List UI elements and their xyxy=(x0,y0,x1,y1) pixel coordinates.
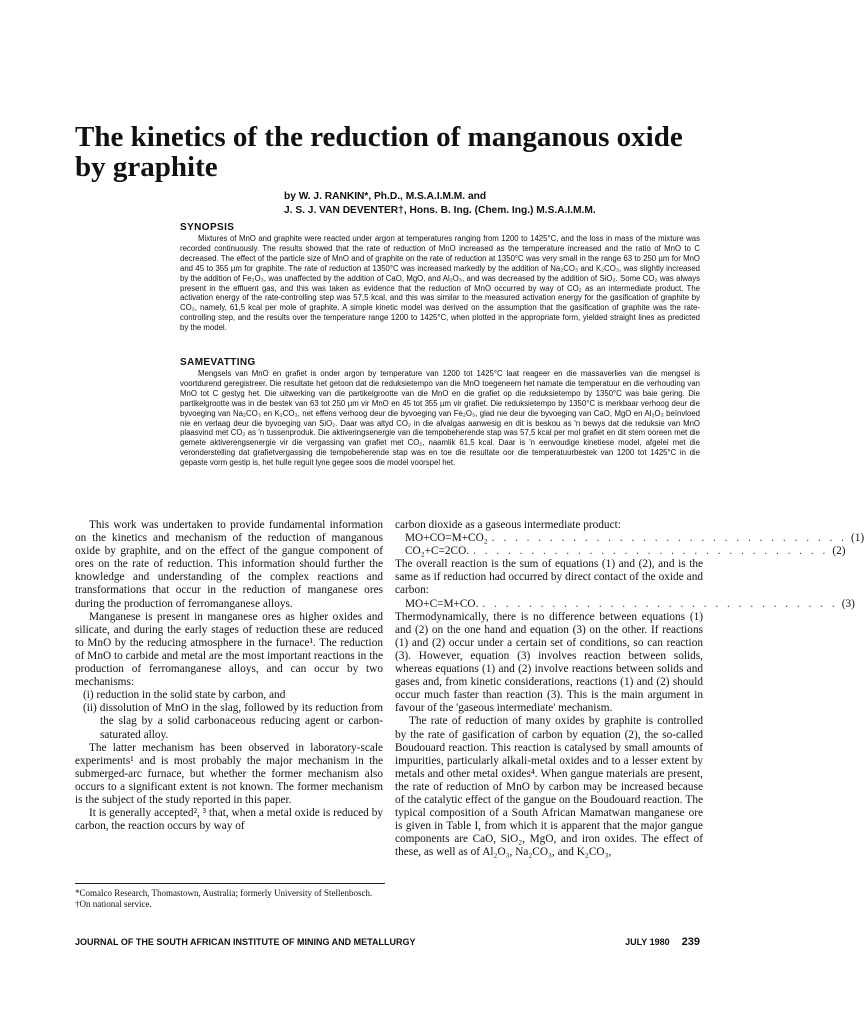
body-paragraph: Manganese is present in manganese ores as higher oxides and silicate, and during the early stages of reduction these are reduced to MnO by the reducing atmosphere in the furnace¹. The reduction of MnO to carbide and metal are the most important reactions in the production of ferromanganese alloys, and can occur by two mechanisms: xyxy=(75,610,383,689)
synopsis-section xyxy=(180,222,700,333)
journal-name: JOURNAL OF THE SOUTH AFRICAN INSTITUTE OF MINING AND METALLURGY xyxy=(75,937,416,947)
body-paragraph: The rate of reduction of many oxides by graphite is controlled by the rate of gasification of carbon by equation (2), the so-called Boudouard reaction. This reaction is catalysed by small amounts of impurities, particularly alkali-metal oxides and to a lesser extent by metals and other metal oxides⁴. When gangue materials are present, the rate of reduction of MnO by carbon may be increased because of the catalytic effect of the gangue on the Boudouard reaction. The typical composition of a South African Mamatwan manganese ore is given in Table I, from which it is apparent that the major gangue components are CaO, SiO₂, MgO, and iron oxides. The effect of these, as well as of Al₂O₃, Na₂CO₃, and K₂CO₃, xyxy=(395,715,703,859)
equation-expression: MO+C=M+CO. xyxy=(405,597,479,610)
footnote-affiliation: *Comalco Research, Thomastown, Australia; formerly University of Stellenbosch. xyxy=(75,888,373,898)
body-paragraph: The overall reaction is the sum of equations (1) and (2), and is the same as if reduction had occurred by direct contact of the oxide and carbon: xyxy=(395,558,703,597)
equation-number: (2) xyxy=(832,545,846,558)
footnotes xyxy=(75,883,385,909)
paper-title: The kinetics of the reduction of manganous oxide by graphite xyxy=(75,121,683,183)
body-paragraph: The latter mechanism has been observed in laboratory-scale experiments¹ and is most probably the major mechanism in the submerged-arc furnace, but whether the former mechanism also occurs to a significant extent is not known. The former mechanism is the subject of the study reported in this paper. xyxy=(75,741,383,806)
equation-3 xyxy=(395,597,855,611)
body-paragraph: It is generally accepted², ³ that, when a metal oxide is reduced by carbon, the reaction occurs by way of xyxy=(75,807,383,833)
equation-1 xyxy=(395,532,864,545)
synopsis-heading: SYNOPSIS xyxy=(180,222,235,233)
leader-dots: . . . . . . . . . . . . . . . . . . . . . . . . . . . . . . . xyxy=(473,545,829,558)
mechanism-item-2: (ii) dissolution of MnO in the slag, followed by its reduction from the slag by a solid carbonaceous reducing agent or carbon-saturated alloy. xyxy=(83,702,383,741)
body-column-left xyxy=(75,519,383,833)
leader-dots: . . . . . . . . . . . . . . . . . . . . . . . . . . . . . . . xyxy=(491,532,847,545)
equation-number: (3) xyxy=(841,597,855,610)
equation-expression: MO+CO=M+CO₂ xyxy=(405,532,488,545)
author-block xyxy=(284,190,724,218)
body-column-right xyxy=(395,519,864,859)
body-paragraph: Thermodynamically, there is no difference between equations (1) and (2) on the one hand and equation (3) on the other. If reactions (1) and (2) occur under a certain set of conditions, so can reaction (3). However, equation (3) involves reaction between solids, whereas equations (1) and (2) involve reactions between solids and gases and, from kinetic considerations, reactions (1) and (2) should occur much faster than reaction (3). This is the main argument in favour of the 'gaseous intermediate' mechanism. xyxy=(395,610,703,715)
author-line-2: J. S. J. VAN DEVENTER†, Hons. B. Ing. (Chem. Ing.) M.S.A.I.M.M. xyxy=(284,205,596,216)
body-paragraph: This work was undertaken to provide fundamental information on the kinetics and mechanism of the reduction of manganous oxide by graphite, and on the effect of the gangue component of ores on the rate of reduction. This information should further the knowledge and understanding of the complex reactions and transformations that occur in the reduction of manganese ores during the production of ferromanganese alloys. xyxy=(75,519,383,610)
author-line-1: by W. J. RANKIN*, Ph.D., M.S.A.I.M.M. and xyxy=(284,191,487,202)
mechanism-item-1: (i) reduction in the solid state by carbon, and xyxy=(83,689,286,702)
issue-date: JULY 1980 xyxy=(625,937,670,947)
page-number: 239 xyxy=(681,936,700,948)
samevatting-heading: SAMEVATTING xyxy=(180,357,256,368)
equation-number: (1) xyxy=(850,532,864,545)
footnote-service: †On national service. xyxy=(75,898,152,909)
equation-expression: CO₂+C=2CO. xyxy=(405,545,470,558)
body-paragraph: carbon dioxide as a gaseous intermediate product: xyxy=(395,519,621,531)
samevatting-text: Mengsels van MnO en grafiet is onder argon by temperature van 1200 tot 1425°C laat reageer en die massaverlies van die mengsel is voortdurend geregistreer. Die resultate het getoon dat die reduksietempo van die MnO toegeneem het namate die temperatuur en die verhouding van MnO tot C gestyg het. Die uitwerking van die partikelgrootte van die MnO en die grafiet op die reduksietempo by 1350°C was baie gering. Die partikelgrootte was in die bestek van 63 tot 250 µm vir MnO en 45 tot 355 µm vir grafiet. Die reduksietempo by 1350°C is merkbaar verhoog deur die byvoeging van Na₂CO₃ en K₂CO₃, net effens verhoog deur die byvoeging van Fe₂O₃, glad nie deur die byvoeging van CaO, MgO en Al₂O₃ beïnvloed nie en verlaag deur die byvoeging van SiO₂. Daar was altyd CO₂ in die afvalgas aanwesig en dit is beskou as 'n bewys dat die reduksie van MnO plaasvind met CO₂ as 'n tussenproduk. Die aktiveringsenergie van die tempobeherende stap was 57,5 kcal per mol grafiet en dit stem ooreen met die gemete aktiverengsenergie vir die vergassing van grafiet met CO₂, naamlik 61,5 kcal. Daar is 'n eenvoudige kinetiese model, afgelei met die veronderstelling dat grafietvergassing die tempobeherende stap was en toe die resultate oor die temperatuurbestek van 1200 tot 1425°C in die gepaste vorm gestip is, het hulle reguit lyne gegee soos die model voorspel het. xyxy=(180,369,700,468)
footer-right xyxy=(625,936,700,948)
leader-dots: . . . . . . . . . . . . . . . . . . . . . . . . . . . . . . . xyxy=(482,597,838,610)
page-footer xyxy=(75,936,700,948)
synopsis-text: Mixtures of MnO and graphite were reacted under argon at temperatures ranging from 1200 to 1425°C, and the loss in mass of the mixture was recorded continuously. The results showed that the rate of reduction of MnO increased as the temperature increased and the ratio of MnO to C decreased. The effect of the particle size of MnO and of graphite on the rate of reduction at 1350°C was very small in the range 63 to 250 µm for MnO and 45 to 355 µm for graphite. The rate of reduction at 1350°C was increased markedly by the addition of Na₂CO₃ and K₂CO₃, was slightly increased by the addition of Fe₂O₃, was unaffected by the addition of CaO, MgO, and Al₂O₃, and was decreased by the addition of SiO₂. Some CO₂ was always present in the effluent gas, and this was taken as evidence that the reduction of MnO occurred by way of CO₂ as an intermediate product. The activation energy of the rate-controlling step was 57,5 kcal, and this was similar to the measured activation energy for the gasification of graphite by CO₂, namely, 61,5 kcal per mole of graphite. A simple kinetic model was derived on the assumption that the gasification of graphite was the rate-controlling step, and the results over the temperature range 1200 to 1425°C, when plotted in the appropriate form, yielded straight lines as predicted by the model. xyxy=(180,234,700,333)
samevatting-section xyxy=(180,357,700,468)
equation-2 xyxy=(395,545,846,558)
